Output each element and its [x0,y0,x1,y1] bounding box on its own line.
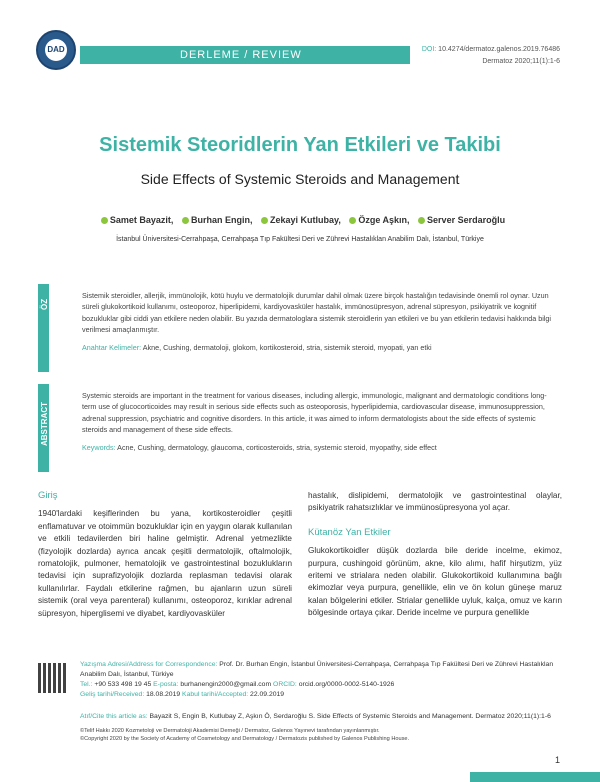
received-date: 18.08.2019 [146,691,181,698]
journal-ref: Dermatoz 2020;11(1):1-6 [482,58,560,65]
copyright [80,727,560,743]
orcid-link[interactable]: orcid.org/0000-0002-5140-1926 [298,681,395,688]
cutaneous-text: Glukokortikoidler düşük dozlarda bile deride incelme, ekimoz, purpura, cushingoid görünüm, akne, kilo alımı, hafif hirşutizm, yüz eritemi ve strialara neden olabilir. Glukokortikoid kullanımına bağlı ekimozlar veya purpura, genellikle, elin ve ön kolun güneşe maruz kalan bölgelerini etkiler. Strialar genellikle uyluk, kalça, omuz ve karın bölgesinde ortaya çıkar. Deride incelme ve purpura genellikle [308,546,562,618]
author: Zekayi Kutlubay, [269,215,341,225]
copyright-en: ©Copyright 2020 by the Society of Academy of Cosmetology and Dermatology / Dermatozis published by Galenos Publishing House. [80,736,410,742]
phone-label: Tel.: [80,681,93,688]
journal-logo [36,30,76,70]
abstract-side-bar [38,384,49,472]
copyright-tr: ©Telif Hakkı 2020 Kozmetoloji ve Dermatoloji Akademisi Derneği / Dermatoz, Galenos Yayınevi tarafından yayınlanmıştır. [80,728,380,734]
orcid-icon[interactable] [261,217,268,224]
cite-label: Atıf/Cite this article as: [80,713,148,720]
page-number: 1 [554,755,560,765]
author: Server Serdaroğlu [427,215,506,225]
orcid-label: ORCID: [273,681,297,688]
accepted-date: 22.09.2019 [250,691,285,698]
correspondence-address: Prof. Dr. Burhan Engin, İstanbul Üniversitesi-Cerrahpaşa, Cerrahpaşa Tıp Fakültesi Deri ve Zührevi Hastalıklan Anabilim Dalı, İstanbul, Türkiye [80,661,554,678]
intro-continued-text: hastalık, dislipidemi, dermatolojik ve gastrointestinal olaylar, psikiyatrik rahatsızlıklar ve immünosüpresyona yol açar. [308,491,562,513]
affiliation: İstanbul Üniversitesi-Cerrahpaşa, Cerrahpaşa Tıp Fakültesi Deri ve Zührevi Hastalıklan Anabilim Dalı, İstanbul, Türkiye [116,236,484,243]
title-english: Side Effects of Systemic Steroids and Management [140,171,460,187]
orcid-icon[interactable] [349,217,356,224]
received-label: Geliş tarihi/Received: [80,691,145,698]
doi-label: DOI: [421,46,437,53]
section-label: DERLEME / REVIEW [180,49,302,61]
oz-side-bar [38,284,49,372]
abstract-text: Systemic steroids are important in the treatment for various diseases, including allergic, immunologic, malignant and dermatologic conditions long-term use of glucocorticoides may result in serious side effects such as osteoporosis, hyperlipidemia, cardiovascular disease, immunosuppression, adrenal suppression, psychiatric and cognitive disorders. In this article, it was aimed to inform dermatologists about the side effects of systemic steroids and management of these side effects. [82,391,547,435]
oz-keywords: Akne, Cushing, dermatoloji, glokom, kortikosteroid, stria, sistemik steroid, myopati, yan etki [142,342,432,352]
accepted-label: Kabul tarihi/Accepted: [182,691,249,698]
cutaneous-heading: Kütanöz Yan Etkiler [308,526,391,538]
phone: +90 533 498 19 45 [94,681,152,688]
body-left-column [38,490,292,620]
oz-side-label: ÖZ [40,298,49,310]
section-banner [80,46,410,64]
author: Özge Aşkın, [358,215,410,225]
title-turkish: Sistemik Steoridlerin Yan Etkileri ve Takibi [99,134,501,156]
doi-link[interactable]: 10.4274/dermatoz.galenos.2019.76486 [438,46,560,53]
orcid-icon[interactable] [418,217,425,224]
cite-text: Bayazit S, Engin B, Kutlubay Z, Aşkın Ö, Serdaroğlu S. Side Effects of Systemic Steroids and Management. Dermatoz 2020;11(1):1-6 [149,713,551,720]
oz-section [38,284,562,372]
body-right-column [308,490,562,620]
qr-code-icon [38,663,68,693]
oz-keywords-label: Anahtar Kelimeler: [82,342,142,352]
citation [80,713,560,720]
intro-text: 1940'lardaki keşiflerinden bu yana, kortikosteroidler çeşitli enflamatuvar ve otoimmün bozukluklar için en yaygın olarak kullanılan ve etkili tedavilerden biri haline gelmiştir. Adrenal yetmezlikte (fizyolojik dozlarda) ayrıca ancak çeşitli dermatolojik, oftalmolojik, romatolojik, pulmoner, hematolojik ve gastrointestinal bozuklukların tedavisi için suprafizyolojik dozlarda replasman tedavisi olarak kullanılırlar. Faydalı etkilerine rağmen, bu ajanların uzun süreli sistemik (oral veya parenteral) kullanımı, osteoporoz, kırıklar adrenal süpresyon, hiperglisemi ve diyabet, kardiyovasküler [38,509,292,618]
abstract-section [38,384,562,472]
abstract-keywords: Acne, Cushing, dermatology, glaucoma, corticosteroids, stria, systemic steroid, myopathy, side effect [117,442,437,452]
orcid-icon[interactable] [101,217,108,224]
orcid-icon[interactable] [182,217,189,224]
author: Burhan Engin, [190,215,253,225]
author: Samet Bayazit, [109,215,174,225]
author-list [0,215,600,225]
doi-block [422,44,560,68]
abstract-keywords-label: Keywords: [82,442,116,452]
oz-text: Sistemik steroidler, allerjik, immünolojik, kötü huylu ve dermatolojik durumlar dahil olmak üzere birçok hastalığın tedavisinde önemli rol oynar. Uzun süreli glukokortikoid kullanımı, osteoporoz, hiperlipidemi, kardiyovasküler hastalık, immünosüpresyon, adrenal süpresyon, psikiyatrik ve kognitif bozukluklar gibi ciddi yan etkilere neden olabilir. Bu yazıda dermatologlara sistemik steroidlerin yan etkileri ve bu yan etkilerin tedavisi hakkında bilgi verilmesi amaçlanmıştır. [82,291,552,335]
correspondence-label: Yazışma Adresi/Address for Correspondence: [80,661,218,668]
abstract-side-label: ABSTRACT [40,402,49,446]
page-footer-bar [470,772,600,782]
email-label: E-posta: [153,681,179,688]
intro-heading: Giriş [38,490,58,501]
email-link[interactable]: burhanengin2000@gmail.com [180,681,272,688]
journal-logo-text: DAD [45,39,67,61]
